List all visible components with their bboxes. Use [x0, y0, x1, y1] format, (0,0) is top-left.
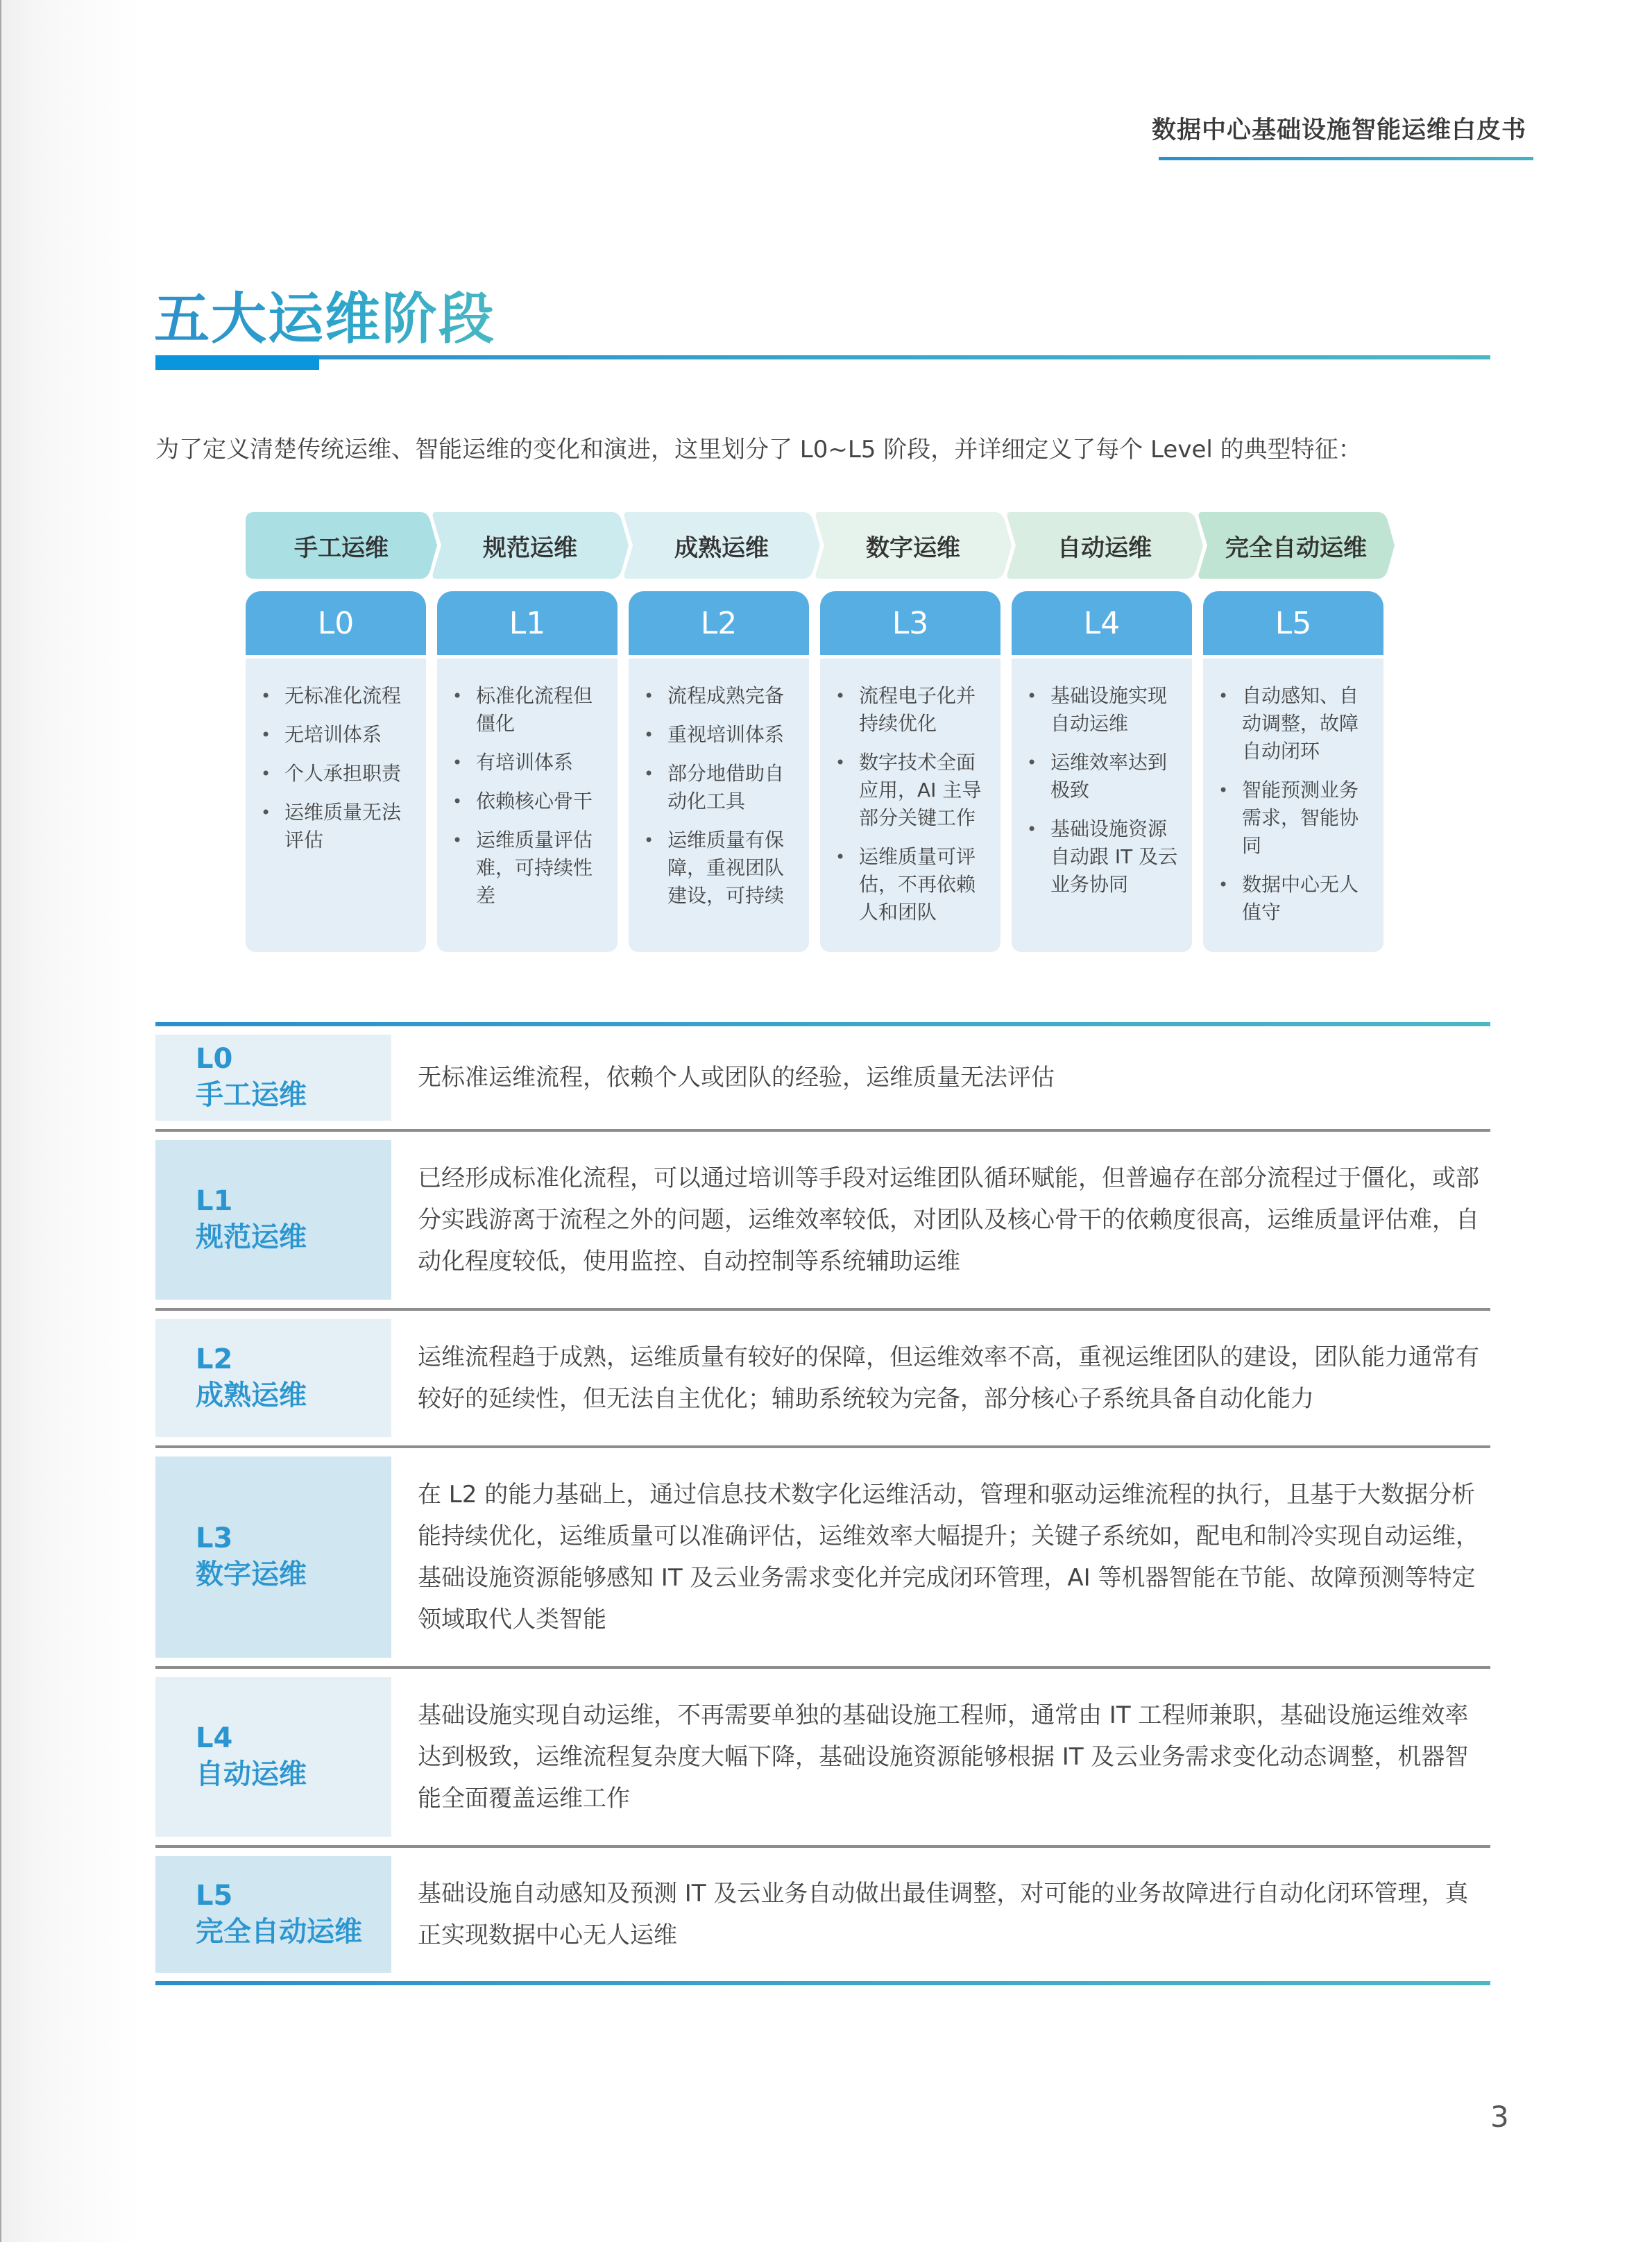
stage-name: 数字运维 [866, 534, 960, 562]
row-divider [155, 1308, 1490, 1311]
stage-chevron-l4 [1006, 512, 1203, 579]
row-description: 运维流程趋于成熟，运维质量有较好的保障，但运维效率不高，重视运维团队的建设，团队能力通常有较好的延续性，但无法自主优化；辅助系统较为完备，部分核心子系统具备自动化能力 [418, 1343, 1479, 1413]
row-divider [155, 1845, 1490, 1848]
feature-item: • 数据中心无人值守 [1218, 871, 1370, 926]
feature-item: • 标准化流程但僵化 [452, 682, 604, 738]
level-card-l0 [246, 591, 426, 952]
table-row-l5 [155, 1856, 1490, 1973]
row-divider [155, 1666, 1490, 1669]
feature-item: • 运维效率达到极致 [1027, 749, 1178, 804]
row-level: L3 [196, 1522, 233, 1554]
row-description: 基础设施实现自动运维，不再需要单独的基础设施工程师，通常由 IT 工程师兼职，基础设施运维效率达到极致，运维流程复杂度大幅下降，基础设施资源能够根据 IT 及云业务需求变化动态调整，机器智能全面覆盖运维工作 [418, 1701, 1469, 1812]
page-number: 3 [1490, 2100, 1509, 2134]
feature-item: • 智能预测业务需求，智能协同 [1218, 776, 1370, 860]
row-level: L1 [196, 1185, 233, 1217]
feature-item: • 依赖核心骨干 [452, 788, 604, 815]
page-edge [0, 0, 1, 2242]
feature-item: • 运维质量评估难，可持续性差 [452, 826, 604, 910]
stage-name: 完全自动运维 [1225, 534, 1367, 562]
row-level: L0 [196, 1043, 233, 1075]
row-description: 在 L2 的能力基础上，通过信息技术数字化运维活动，管理和驱动运维流程的执行，且基于大数据分析能持续优化，运维质量可以准确评估，运维效率大幅提升；关键子系统如，配电和制冷实现自动运维，基础设施资源能够感知 IT 及云业务需求变化并完成闭环管理，AI 等机器智能在节能、故障预测等特定领域取代人类智能 [418, 1481, 1479, 1633]
row-name: 数字运维 [196, 1559, 307, 1590]
feature-item: • 运维质量有保障，重视团队建设，可持续 [644, 826, 795, 910]
row-label [155, 1035, 391, 1121]
row-name: 成熟运维 [196, 1379, 307, 1411]
row-description: 基础设施自动感知及预测 IT 及云业务自动做出最佳调整，对可能的业务故障进行自动化闭环管理，真正实现数据中心无人运维 [418, 1880, 1469, 1949]
row-divider [155, 1129, 1490, 1132]
feature-item: • 数字技术全面应用，AI 主导部分关键工作 [835, 749, 987, 832]
level-card-l2 [629, 591, 809, 952]
feature-item: • 运维质量可评估，不再依赖人和团队 [835, 843, 987, 926]
title-rule [253, 355, 1490, 359]
stage-chevron-l1 [432, 512, 629, 579]
running-header-rule [1159, 157, 1533, 160]
table-row-l0 [155, 1035, 1490, 1121]
level-features [820, 659, 1000, 952]
row-level: L5 [196, 1880, 233, 1912]
stage-chevron-l2 [623, 512, 820, 579]
feature-item: • 基础设施资源自动跟 IT 及云业务协同 [1027, 815, 1178, 899]
feature-item: • 自动感知、自动调整，故障自动闭环 [1218, 682, 1370, 765]
row-divider [155, 1445, 1490, 1448]
row-description: 无标准运维流程，依赖个人或团队的经验，运维质量无法评估 [418, 1064, 1055, 1092]
table-row-l1 [155, 1140, 1490, 1300]
level-card-l3 [820, 591, 1000, 952]
level-badge: L4 [1012, 591, 1192, 655]
level-description-table [155, 1022, 1490, 1985]
level-badge: L2 [629, 591, 809, 655]
stage-name: 规范运维 [483, 534, 577, 562]
feature-item: • 基础设施实现自动运维 [1027, 682, 1178, 738]
table-top-rule [155, 1022, 1490, 1026]
row-description: 已经形成标准化流程，可以通过培训等手段对运维团队循环赋能，但普遍存在部分流程过于僵化，或部分实践游离于流程之外的问题，运维效率较低，对团队及核心骨干的依赖度很高，运维质量评估难，自动化程度较低，使用监控、自动控制等系统辅助运维 [418, 1164, 1479, 1275]
stage-name: 自动运维 [1057, 534, 1152, 562]
stage-chevron-l0 [246, 512, 437, 579]
feature-item: • 流程成熟完备 [644, 682, 795, 710]
row-name: 完全自动运维 [196, 1916, 362, 1948]
running-header-title: 数据中心基础设施智能运维白皮书 [1152, 117, 1527, 144]
row-label [155, 1140, 391, 1300]
row-label [155, 1319, 391, 1437]
table-bottom-rule [155, 1981, 1490, 1985]
title-rule-accent [155, 355, 319, 370]
feature-item: • 流程电子化并持续优化 [835, 682, 987, 738]
level-card-l1 [437, 591, 618, 952]
level-features [246, 659, 426, 952]
level-features [1203, 659, 1383, 952]
row-name: 自动运维 [196, 1758, 307, 1790]
level-features [1012, 659, 1192, 952]
level-features [629, 659, 809, 952]
table-row-l2 [155, 1319, 1490, 1437]
stage-chevron-l5 [1198, 512, 1395, 579]
row-name: 手工运维 [196, 1079, 307, 1111]
page-title: 五大运维阶段 [154, 274, 495, 354]
feature-item: • 重视培训体系 [644, 721, 795, 749]
table-row-l3 [155, 1457, 1490, 1658]
level-card-l4 [1012, 591, 1192, 952]
level-card-l5 [1203, 591, 1383, 952]
level-badge: L3 [820, 591, 1000, 655]
row-label [155, 1856, 391, 1973]
level-badge: L0 [246, 591, 426, 655]
feature-item: • 个人承担职责 [261, 760, 412, 788]
stage-chevron-l3 [815, 512, 1012, 579]
feature-item: • 运维质量无法评估 [261, 799, 412, 854]
level-badge: L5 [1203, 591, 1383, 655]
row-level: L2 [196, 1343, 233, 1375]
stage-name: 手工运维 [294, 534, 389, 562]
row-label [155, 1457, 391, 1658]
stage-name: 成熟运维 [674, 534, 769, 562]
feature-item: • 无培训体系 [261, 721, 412, 749]
row-name: 规范运维 [196, 1221, 307, 1253]
feature-item: • 无标准化流程 [261, 682, 412, 710]
feature-item: • 有培训体系 [452, 749, 604, 776]
row-label [155, 1677, 391, 1837]
level-badge: L1 [437, 591, 618, 655]
row-level: L4 [196, 1722, 233, 1754]
level-features [437, 659, 618, 952]
table-row-l4 [155, 1677, 1490, 1837]
intro-paragraph: 为了定义清楚传统运维、智能运维的变化和演进，这里划分了 L0~L5 阶段，并详细定义了每个 Level 的典型特征： [155, 436, 1362, 464]
feature-item: • 部分地借助自动化工具 [644, 760, 795, 815]
